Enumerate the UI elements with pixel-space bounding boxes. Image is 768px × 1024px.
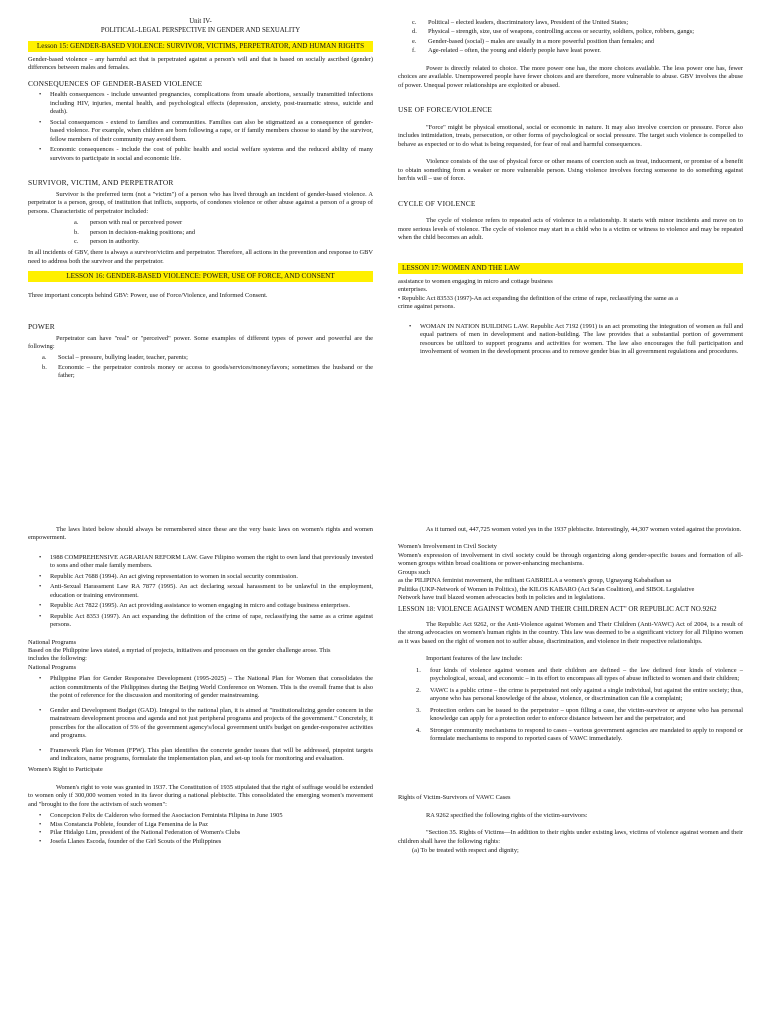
rights-paragraph: RA 9262 specified the following rights of the victim-survivors: (426, 811, 588, 819)
list-item: • Health consequences - include unwanted pregnancies, complications from unsafe abortions, sexually transmitted infections including HIV, injuries, mental health, and psychological effects (depression, anxiety, post-traumatic stress, suicide and death). (28, 91, 373, 116)
right-a: (a) To be treated with respect and dignity; (412, 847, 519, 855)
gbv-concepts: Three important concepts behind GBV: Power, use of Force/Violence, and Informed Consent. (28, 292, 268, 300)
violence-paragraph: Violence consists of the use of physical force or other means of coercion such as treat, inducement, or promise of a benefit to obtain something from a weaker or more vulnerable person. Using violence involves forcing someone to do something against her/his will – use of force. (398, 158, 743, 183)
list-item: 4. Stronger community mechanisms to respond to cases – various government agencies are mandated to apply to respond or formulate mechanisms to respond to reported cases of VAWC immediately. (416, 726, 743, 742)
list-item: 3. Protection orders can be issued to the perpetrator – upon filling a case, the victim-survivor or anyone who has personal knowledge can apply for a protection order to enforce distance between her and the perpetrator; and (416, 706, 743, 723)
unit-title: POLITICAL-LEGAL PERSPECTIVE IN GENDER AND SEXUALITY (100, 26, 301, 34)
national-programs-text: includes the following: (28, 655, 87, 663)
page2-right-column (398, 512, 743, 1024)
list-item: • Republic Act 8353 (1997). An act expanding the definition of the crime of rape, reclassifying the same as a crime against persons. (28, 613, 373, 630)
civil-society-text: Pulitika (UKP-Network of Women in Politics), the KILOS KABARO (Act Sa'an Coalition), and SIBOL Legislative (398, 585, 695, 593)
list-item: c. person in authority. (74, 237, 140, 245)
lesson17-line: crime against persons. (398, 303, 455, 311)
list-item: b. Economic – the perpetrator controls money or access to goods/services/money/favors; sometimes the husband or the father; (42, 363, 373, 380)
svp-closing: In all incidents of GBV, there is always a survivor/victim and perpetrator. Therefore, all actions in the prevention and response to GBV need to address both the survivor and the perpetrator. (28, 249, 373, 265)
perpetrator-list (74, 219, 373, 246)
list-item: 2. VAWC is a public crime – the crime is perpetrated not only against a single individual, but against the entire society; thus, anyone who has personal knowledge of the abuse, violence, or discrimination can file a complaint; (416, 686, 743, 703)
unit-heading (28, 18, 373, 36)
lesson-18-heading: LESSON 18: VIOLENCE AGAINST WOMEN AND THEIR CHILDREN ACT" OR REPUBLIC ACT NO.9262 (398, 604, 717, 613)
list-item: • Anti-Sexual Harassment Law RA 7877 (1995). An act declaring sexual harassment to be unlawful in the employment, education or training environment. (28, 583, 373, 600)
consequences-list (28, 91, 373, 163)
list-item: a. person with real or perceived power (74, 219, 183, 227)
unit-number: Unit IV- (189, 18, 212, 25)
list-item: • Concepcion Felix de Calderon who formed the Asociacion Feminista Filipina in June 1905 (28, 812, 373, 820)
rights-heading: Rights of Victim-Survivors of VAWC Cases (398, 794, 511, 802)
list-item: • Republic Act 7822 (1995). An act providing assistance to women engaging in micro and cottage business enterprises. (28, 602, 373, 610)
list-item: • Framework Plan for Women (FPW). This plan identifies the concrete gender issues that will be addressed, pinpoint targets and indicators, name programs, formulate the implementation plan, and set-up tools for monitoring and evaluation. (28, 747, 373, 764)
force-paragraph: "Force" might be physical emotional, social or economic in nature. It may also involve coercion or pressure. Force also includes intimidation, treats, persecution, or other forms of psychological or social pressure. The target such violence is compelled to behave as expected or to do what is being requested, for fear of real and harmful consequences. (398, 123, 743, 148)
gbv-definition: Gender-based violence – any harmful act that is perpetrated against a person's will and that is based on socially ascribed (gender) differences between males and females. (28, 55, 373, 72)
list-item: • Gender and Development Budget (GAD). Integral to the national plan, it is aimed at "institutionalizing gender concern in the mainstream development process and agenda and not just peripheral programs and projects of the government." Concretely, it prescribes for the allocation of 5% of the government agency's/local government unit's budget on gender-responsive activities and programs. (28, 707, 373, 741)
plebiscite-paragraph: As it turned out, 447,725 women voted yes in the 1937 plebiscite. Interestingly, 44,307 women voted against the provision. (426, 526, 742, 533)
list-item: • 1988 COMPREHENSIVE AGRARIAN REFORM LAW. Gave Filipino women the right to own land that previously invested to sons and other male family members. (28, 554, 373, 571)
list-item: • Pilar Hidalgo Lim, president of the National Federation of Women's Clubs (28, 829, 373, 837)
consequences-heading: CONSEQUENCES OF GENDER-BASED VIOLENCE (28, 78, 203, 88)
force-heading: USE OF FORCE/VIOLENCE (398, 105, 493, 115)
page1-left-column (28, 0, 373, 512)
list-item: • Republic Act 7688 (1994). An act giving representation to women in social security commission. (28, 573, 373, 581)
document-page-2 (0, 512, 768, 1024)
wnb-list (398, 323, 743, 357)
civil-society-text: Network have trail blazed women advocacies both in policies and in legislations. (398, 594, 605, 602)
power-heading: POWER (28, 321, 55, 331)
laws-list (28, 554, 373, 630)
civil-society-text: as the PILIPINA feminist movement, the militant GABRIELA a women's group, Ugnayang Kababaihan sa (398, 577, 672, 585)
list-item: • Miss Constancia Poblete, founder of Liga Femenina de la Paz (28, 821, 373, 829)
national-programs-label: National Programs (28, 663, 77, 671)
civil-society-text: Women's expression of involvement in civil society could be through organizing along gender-specific issues and formation of all-women groups within broad coalitions or power-enhancing mechanisms. (398, 551, 743, 568)
programs-list (28, 675, 373, 763)
list-item: • WOMAN IN NATION BUILDING LAW. Republic Act 7192 (1991) is an act promoting the integration of women as full and equal partners of men in development and nation-building. The law provides that a substantial portion of government resources be utilized to support programs and activities for women. The law also encourages the full participation and involvement of women in the development process and to remove gender bias in all government regulations and procedures. (398, 323, 743, 357)
list-item: c. Political – elected leaders, discriminatory laws, President of the United States; (412, 19, 629, 26)
women-activists-list (28, 812, 373, 846)
list-item: a. Social – pressure, bullying leader, teacher, parents; (42, 354, 188, 362)
power-paragraph: Perpetrator can have "real" or "perceived" power. Some examples of different types of power and powerful are the following: (28, 334, 373, 351)
laws-intro: The laws listed below should always be remembered since these are the very basic laws on women's rights and women empowerment. (28, 526, 373, 542)
lesson-16-heading: LESSON 16: GENDER-BASED VIOLENCE: POWER, USE OF FORCE, AND CONSENT (28, 271, 373, 282)
power-choice-paragraph: Power is directly related to choice. The more power one has, the more choices available. The less power one has, fewer choices are available. Unempowered people have fewer choices and are therefore, more vulnerable to abuse. GBV involves the abuse of power. Unequal power relationships are exploited or abused. (398, 64, 743, 89)
svp-heading: SURVIVOR, VICTIM, AND PERPETRATOR (28, 177, 174, 187)
women-participate-heading: Women's Right to Participate (28, 766, 103, 774)
features-heading: Important features of the law include: (426, 655, 523, 663)
list-item: f. Age-related – often, the young and elderly people have least power. (412, 47, 601, 55)
list-item: • Social consequences - extend to families and communities. Families can also be stigmatized as a consequence of gender-based violence. For example, when children are born following a rape, or if family members choose to stand by the survivor, fellow members of their community may avoid them. (28, 119, 373, 144)
cycle-heading: CYCLE OF VIOLENCE (398, 198, 476, 208)
svp-paragraph: Survivor is the preferred term (not a "victim") of a person who has lived through an incident of gender-based violence. A perpetrator is a person, group, of institution that inflicts, supports, of condones violence or other abuse against a person of a group of persons. Characteristic of perpetrator included: (28, 190, 373, 215)
features-list (416, 667, 743, 744)
page2-left-column (28, 512, 373, 1024)
list-item: • Josefa Llanes Escoda, founder of the Girl Scouts of the Philippines (28, 838, 373, 846)
ra9262-paragraph: The Republic Act 9262, or the Anti-Violence against Women and Their Children (Anti-VAWC) Act of 2004, is a result of the strong advocacies on women's human rights in the country. This law was deemed to be a significant victory for all Filipino women as it was based on the right of women not to suffer abuse, discrimination, and violence in their respective relationships. (398, 621, 743, 645)
list-item: • Philippine Plan for Gender Responsive Development (1995-2025) – The National Plan for Women that consolidates the action commitments of the Philippines during the Beijing World Conference on Women. This is the overall frame that is also the point of reference for the discussion and monitoring of gender mainstreaming. (28, 675, 373, 700)
lesson17-line: enterprises. (398, 286, 428, 294)
civil-society-text: Groups such (398, 568, 431, 576)
section-35-paragraph: "Section 35. Rights of Victims—In addition to their rights under existing laws, victims of violence against women and their children shall have the following rights: (398, 829, 743, 845)
list-item: e. Gender-based (social) – males are usually in a more powerful position than females; and (412, 37, 655, 45)
page1-right-column (398, 0, 743, 512)
national-programs-label: National Programs (28, 638, 77, 646)
power-list-continued (412, 19, 743, 56)
national-programs-text: Based on the Philippine laws stated, a myriad of projects, initiatives and processes on the gender challenge arose. This (28, 646, 331, 654)
lesson-15-heading: Lesson 15: GENDER-BASED VIOLENCE: SURVIVOR, VICTIMS, PERPETRATOR, AND HUMAN RIGHTS (28, 41, 373, 52)
lesson-17-heading: LESSON 17: WOMEN AND THE LAW (398, 263, 743, 274)
list-item: • Economic consequences - include the cost of public health and social welfare systems and the reduced ability of many survivors to participate in social and economic life. (28, 146, 373, 163)
list-item: b. person in decision-making positions; and (74, 228, 196, 236)
lesson17-line: assistance to women engaging in micro and cottage business (398, 277, 553, 285)
cycle-paragraph: The cycle of violence refers to repeated acts of violence in a relationship. It starts with minor incidents and move on to more serious levels of violence. The cycle of violence may start in a child who is a victim or witness to violence and may be repeated when the child becomes an adult. (398, 217, 743, 242)
power-list (42, 354, 373, 380)
list-item: 1. four kinds of violence against women and their children are defined – the law defined four kinds of violence – psychological, sexual, and economic – in its effort to encompass all types of abuse inflicted to women and their children; (416, 666, 743, 683)
women-participate-paragraph: Women's right to vote was granted in 1937. The Constitution of 1935 stipulated that the right of suffrage would be extended to women only if 300,000 women voted in its favor during a national plebiscite. This consolidated the emerging women's movement and "brought to the fore the activism of such women": (28, 783, 373, 808)
civil-society-heading: Women's Involvement in Civil Society (398, 543, 497, 551)
lesson17-line: • Republic Act 83533 (1997)-An act expanding the definition of the crime of rape, reclassifying the same as a (398, 294, 678, 302)
list-item: d. Physical – strength, size, use of weapons, controlling access or security, soldiers, police, robbers, gangs; (412, 28, 694, 36)
